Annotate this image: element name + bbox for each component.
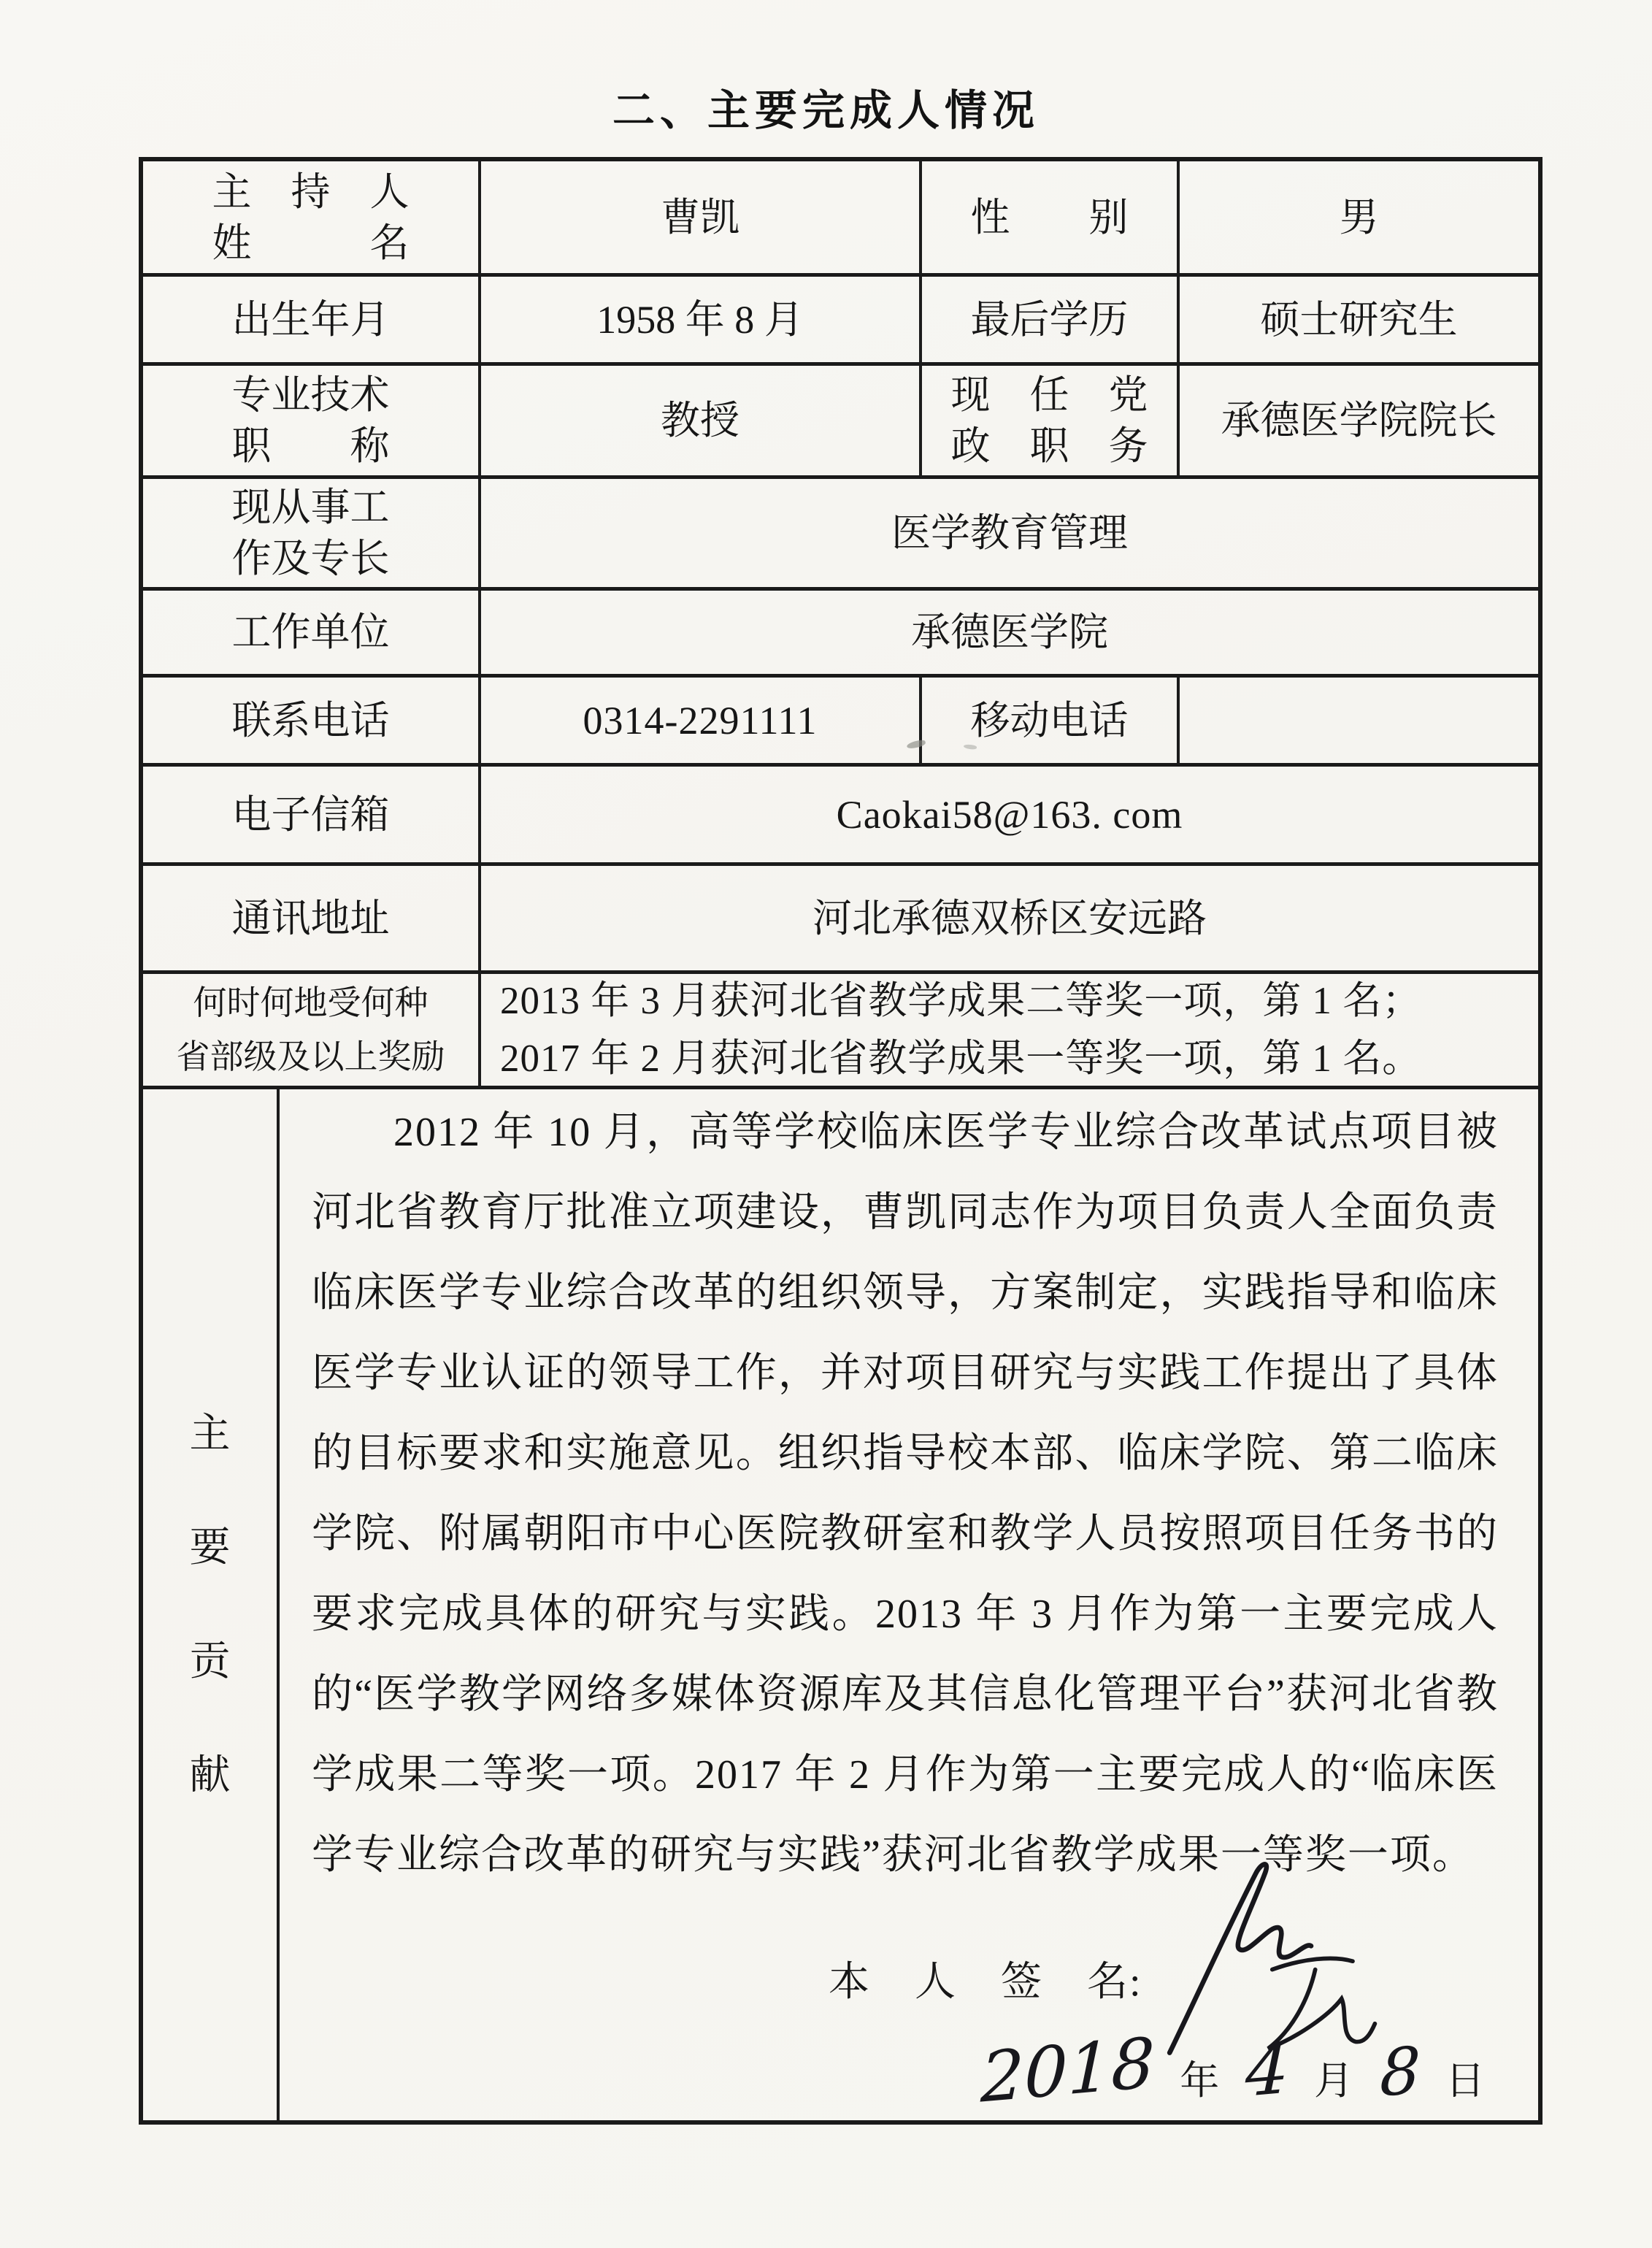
birth-value-cell [481, 277, 922, 366]
row-host-name [143, 161, 1538, 277]
awards-line2: 2017 年 2 月获河北省教学成果一等奖一项，第 1 名。 [500, 1037, 1422, 1080]
degree-value-cell [1180, 277, 1538, 366]
handwritten-date [980, 2023, 1487, 2119]
contribution-label-char1: 主 [189, 1411, 231, 1457]
mobile-value-cell [1180, 678, 1538, 767]
contribution-label-char3: 贡 [189, 1639, 231, 1684]
awards-label [143, 974, 481, 1089]
row-current-work [143, 479, 1538, 591]
position-label-line1: 现 任 党 [950, 373, 1148, 417]
position-value: 承德医学院院长 [1221, 399, 1497, 442]
awards-value-cell [481, 974, 1538, 1089]
date-day-unit: 日 [1445, 2059, 1487, 2103]
date-month: 4 [1245, 2029, 1290, 2113]
gender-label-cell [922, 161, 1180, 277]
date-year: 2018 [980, 2023, 1156, 2119]
host-name-value-cell [481, 161, 922, 277]
host-name-label [143, 161, 481, 277]
date-month-unit: 月 [1314, 2059, 1356, 2103]
host-name-label-line1: 主 持 人 [212, 169, 410, 214]
degree-label: 最后学历 [970, 297, 1129, 342]
mobile-label-cell [922, 678, 1180, 767]
contribution-content-cell [280, 1089, 1538, 2120]
title-rank-label-line2: 职 称 [231, 424, 390, 468]
employer-value: 承德医学院 [911, 610, 1108, 654]
gender-value-cell [1180, 161, 1538, 277]
position-label-line2: 政 职 务 [950, 424, 1148, 468]
current-work-label-line1: 现从事工 [231, 486, 390, 529]
completer-info-table [139, 157, 1542, 2125]
mobile-label: 移动电话 [970, 698, 1129, 743]
employer-label-cell [143, 591, 481, 678]
title-rank-label-line1: 专业技术 [231, 373, 390, 417]
signature-caption: 本 人 签 名: [829, 1960, 1142, 2005]
address-label: 通讯地址 [231, 896, 390, 940]
current-work-value: 医学教育管理 [891, 511, 1128, 555]
position-label [922, 366, 1180, 479]
gender-label: 性 别 [970, 195, 1129, 239]
awards-label-line1: 何时何地受何种 [193, 983, 429, 1021]
row-employer [143, 591, 1538, 678]
phone-label-cell [143, 678, 481, 767]
email-value-cell [481, 767, 1538, 866]
current-work-label-line2: 作及专长 [231, 537, 390, 580]
row-birth-degree [143, 277, 1538, 366]
contribution-label-char2: 要 [189, 1525, 231, 1570]
date-day: 8 [1379, 2032, 1421, 2111]
contribution-label [143, 1089, 280, 2120]
email-value: Caokai58@163. com [836, 792, 1183, 837]
row-address [143, 866, 1538, 974]
position-value-cell [1180, 366, 1538, 479]
contribution-label-char4: 献 [189, 1753, 231, 1798]
birth-label: 出生年月 [231, 297, 390, 342]
phone-value: 0314-2291111 [583, 698, 818, 743]
address-label-cell [143, 866, 481, 974]
birth-label-cell [143, 277, 481, 366]
host-name-label-line2: 姓 名 [212, 220, 410, 265]
row-email [143, 767, 1538, 866]
email-label: 电子信箱 [231, 792, 390, 837]
degree-value: 硕士研究生 [1260, 297, 1458, 342]
awards-line1: 2013 年 3 月获河北省教学成果二等奖一项，第 1 名； [500, 979, 1422, 1022]
title-rank-label [143, 366, 481, 479]
employer-value-cell [481, 591, 1538, 678]
date-year-unit: 年 [1180, 2059, 1221, 2103]
row-awards [143, 974, 1538, 1089]
address-value: 河北承德双桥区安远路 [812, 896, 1207, 940]
gender-value: 男 [1339, 195, 1379, 239]
row-contribution [143, 1089, 1538, 2120]
title-rank-value: 教授 [661, 399, 739, 442]
email-label-cell [143, 767, 481, 866]
employer-label: 工作单位 [231, 610, 390, 654]
current-work-label [143, 479, 481, 591]
address-value-cell [481, 866, 1538, 974]
contribution-paragraph: 2012 年 10 月，高等学校临床医学专业综合改革试点项目被河北省教育厅批准立项建设，曹凯同志作为项目负责人全面负责临床医学专业综合改革的组织领导，方案制定，实践指导和临床医学专业认证的领导工作，并对项目研究与实践工作提出了具体的目标要求和实施意见。组织指导校本部、临床学院、第二临床学院、附属朝阳市中心医院教研室和教学人员按照项目任务书的要求完成具体的研究与实践。2013 年 3 月作为第一主要完成人的“医学教学网络多媒体资源库及其信息化管理平台”获河北省教学成果二等奖一项。2017 年 2 月作为第一主要完成人的“临床医学专业综合改革的研究与实践”获河北省教学成果一等奖一项。 [312, 1110, 1499, 1878]
current-work-value-cell [481, 479, 1538, 591]
host-name-value: 曹凯 [661, 195, 739, 239]
phone-value-cell [481, 678, 922, 767]
degree-label-cell [922, 277, 1180, 366]
row-title-position [143, 366, 1538, 479]
page-title: 二、主要完成人情况 [612, 87, 1040, 134]
birth-value: 1958 年 8 月 [596, 297, 804, 342]
awards-label-line2: 省部级及以上奖励 [176, 1037, 445, 1075]
title-rank-value-cell [481, 366, 922, 479]
row-phone [143, 678, 1538, 767]
phone-label: 联系电话 [231, 698, 390, 743]
